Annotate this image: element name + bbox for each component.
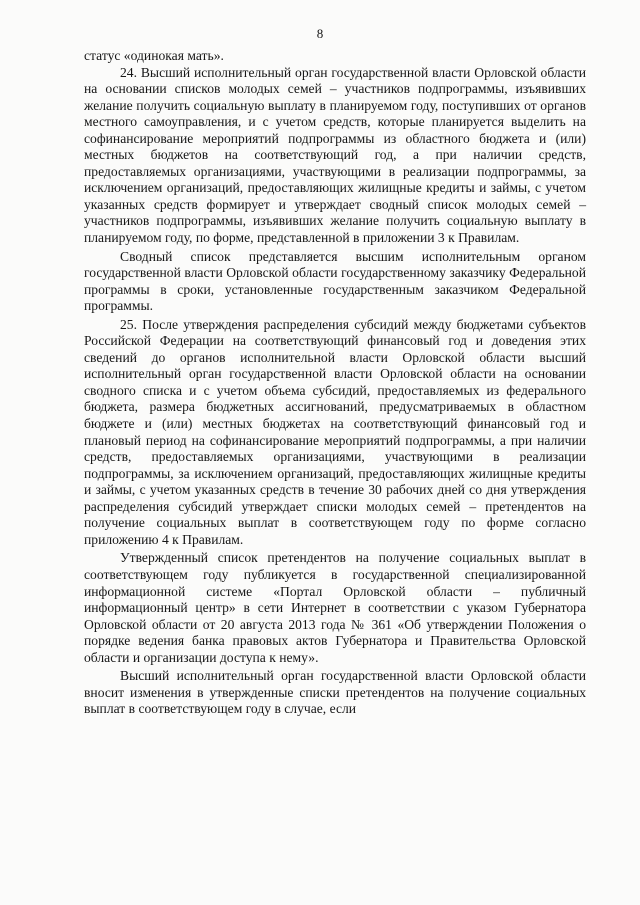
paragraph-changes: Высший исполнительный орган государственной власти Орловской области вносит изменения в утвержденные списки претендентов на получение социальных выплат в соответствующем году в случае, если (84, 668, 586, 717)
paragraph-continuation: статус «одинокая мать». (84, 48, 224, 63)
paragraph-item-25: 25. После утверждения распределения субсидий между бюджетами субъектов Российской Федерации на соответствующий финансовый год и доведения этих сведений до органов исполнительной власти Орловской области высший исполнительный орган государственной власти Орловской области на основании сводного списка и с учетом объема субсидий, предоставляемых из федерального бюджета, размера бюджетных ассигнований, предусматриваемых в областном бюджете и (или) местных бюджетах на соответствующий финансовый год и плановый период на софинансирование мероприятий подпрограммы, а при наличии средств, предоставляемых организациями, участвующими в реализации подпрограммы, за исключением организаций, предоставляющих жилищные кредиты и займы, с учетом указанных средств в течение 30 рабочих дней со дня утверждения распределения субсидий утверждает списки молодых семей – претендентов на получение социальных выплат в соответствующем году по форме согласно приложению 4 к Правилам. (84, 316, 586, 547)
document-body (84, 48, 586, 718)
page-number: 8 (316, 26, 324, 41)
paragraph-summary-list: Сводный список представляется высшим исполнительным органом государственной власти Орловской области государственному заказчику Федеральной программы в сроки, установленные государственным заказчиком Федеральной программы. (84, 248, 586, 314)
paragraph-publication: Утвержденный список претендентов на получение социальных выплат в соответствующем году публикуется в государственной специализированной информационной системе «Портал Орловской области – публичный информационный центр» в сети Интернет в соответствии с указом Губернатора Орловской области от 20 августа 2013 года № 361 «Об утверждении Положения о порядке ведения банка правовых актов Губернатора и Правительства Орловской области и организации доступа к нему». (84, 550, 586, 665)
paragraph-item-24: 24. Высший исполнительный орган государственной власти Орловской области на основании списков молодых семей – участников подпрограммы, изъявивших желание получить социальную выплату в планируемом году, поступивших от органов местного самоуправления, и с учетом средств, которые планируется выделить на софинансирование мероприятий подпрограммы из областного бюджета и (или) местных бюджетов на соответствующий год, а при наличии средств, предоставляемых организациями, участвующими в реализации подпрограммы, за исключением организаций, предоставляющих жилищные кредиты и займы, с учетом указанных средств формирует и утверждает сводный список молодых семей – участников подпрограммы, изъявивших желание получить социальную выплату в планируемом году, по форме, представленной в приложении 3 к Правилам. (84, 64, 586, 246)
